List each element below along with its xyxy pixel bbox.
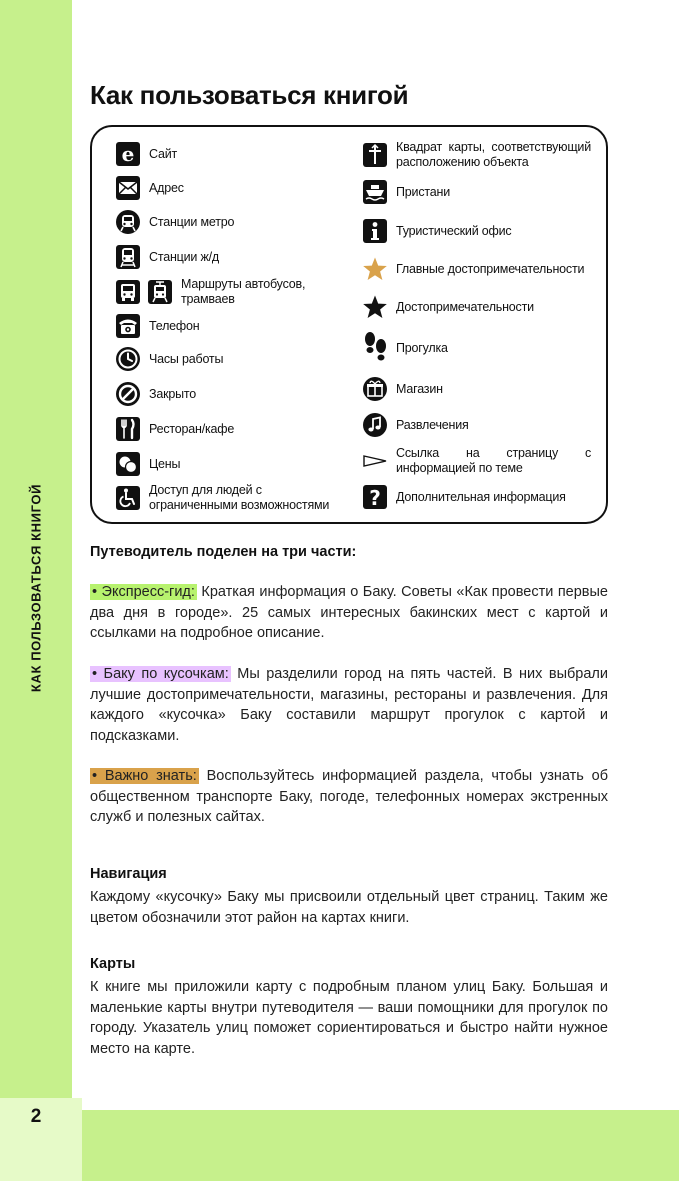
pier-icon (362, 179, 388, 205)
part-tag-important: • Важно знать: (92, 768, 197, 784)
navigation-text: Каждому «кусочку» Баку мы присвоили отдельный цвет страниц. Таким же цветом обозначили этот район на картах книги. (90, 889, 608, 926)
navigation-heading: Навигация (90, 866, 167, 882)
icon-legend (90, 125, 608, 524)
legend-item-page-reference: Ссылка на страницу с информацией по теме (362, 446, 591, 476)
legend-item-walk: Прогулка (362, 331, 448, 365)
legend-item-shop: Магазин (362, 376, 443, 402)
map-grid-icon (362, 142, 388, 168)
legend-item-closed: Закрыто (115, 381, 196, 407)
footprints-icon (362, 331, 388, 365)
sight-star-icon (362, 294, 388, 320)
envelope-icon (115, 175, 141, 201)
phone-icon (115, 313, 141, 339)
legend-item-restaurant: Ресторан/кафе (115, 416, 234, 442)
page-number: 2 (30, 1106, 42, 1127)
svg-text:e: e (121, 142, 135, 166)
coins-icon (115, 451, 141, 477)
part-baku-pieces: • Баку по кусочкам: Мы разделили город на пять частей. В них выбрали лучшие достопримечательности, магазины, рестораны и развлечения. Для каждого «кусочка» Баку составили маршрут прогулок с картой и подсказками. (90, 666, 608, 744)
legend-item-sights: Достопримечательности (362, 294, 534, 320)
restaurant-icon (115, 416, 141, 442)
metro-icon (115, 209, 141, 235)
closed-icon (115, 381, 141, 407)
legend-item-map-grid: Квадрат карты, соответствующий расположению объекта (362, 140, 591, 170)
legend-item-tourist-office: Туристический офис (362, 218, 511, 244)
part-tag-express: • Экспресс-гид: (92, 584, 195, 600)
page-title: Как пользоваться книгой (90, 80, 409, 110)
legend-item-prices: Цены (115, 451, 180, 477)
question-icon (362, 484, 388, 510)
bottom-color-band (72, 1110, 679, 1181)
legend-item-website: e Сайт (115, 141, 177, 167)
legend-item-bus-tram: Маршруты автобусов, трамваев (115, 277, 331, 307)
legend-item-extra-info: ? Дополнительная информация (362, 484, 566, 510)
wheelchair-icon (115, 485, 141, 511)
part-tag-pieces: • Баку по кусочкам: (92, 666, 229, 682)
shop-gift-icon (362, 376, 388, 402)
legend-item-phone: Телефон (115, 313, 199, 339)
legend-item-railway: Станции ж/д (115, 244, 219, 270)
train-icon (115, 244, 141, 270)
legend-item-metro: Станции метро (115, 209, 234, 235)
tram-icon (147, 279, 173, 305)
svg-text:?: ? (369, 486, 381, 510)
legend-item-entertainment: Развлечения (362, 412, 469, 438)
part-important: • Важно знать: Воспользуйтесь информацией раздела, чтобы узнать об общественном транспорте Баку, погоде, телефонных номерах экстренных служб и полезных сайтах. (90, 768, 608, 825)
legend-item-accessibility: Доступ для людей с ограниченными возможностями (115, 483, 344, 513)
main-sight-star-icon (362, 256, 388, 282)
clock-icon (115, 346, 141, 372)
legend-item-hours: Часы работы (115, 346, 223, 372)
side-section-label: КАК ПОЛЬЗОВАТЬСЯ КНИГОЙ (28, 483, 44, 693)
parts-heading: Путеводитель поделен на три части: (90, 544, 357, 560)
maps-text: К книге мы приложили карту с подробным планом улиц Баку. Большая и маленькие карты внутри путеводителя — ваши помощники для прогулок по городу. Указатель улиц поможет сориентироваться и быстро найти нужное место на карте. (90, 979, 608, 1057)
legend-item-pier: Пристани (362, 179, 450, 205)
legend-item-address: Адрес (115, 175, 184, 201)
part-express-guide: • Экспресс-гид: Краткая информация о Баку. Советы «Как провести первые два дня в городе». 25 самых интересных бакинских мест с картой и ссылками на подробное описание. (90, 584, 608, 641)
maps-heading: Карты (90, 956, 136, 972)
bus-icon (115, 279, 141, 305)
legend-item-main-sights: Главные достопримечательности (362, 256, 584, 282)
website-icon (115, 141, 141, 167)
music-note-icon (362, 412, 388, 438)
info-icon (362, 218, 388, 244)
reference-arrow-icon (362, 448, 388, 474)
